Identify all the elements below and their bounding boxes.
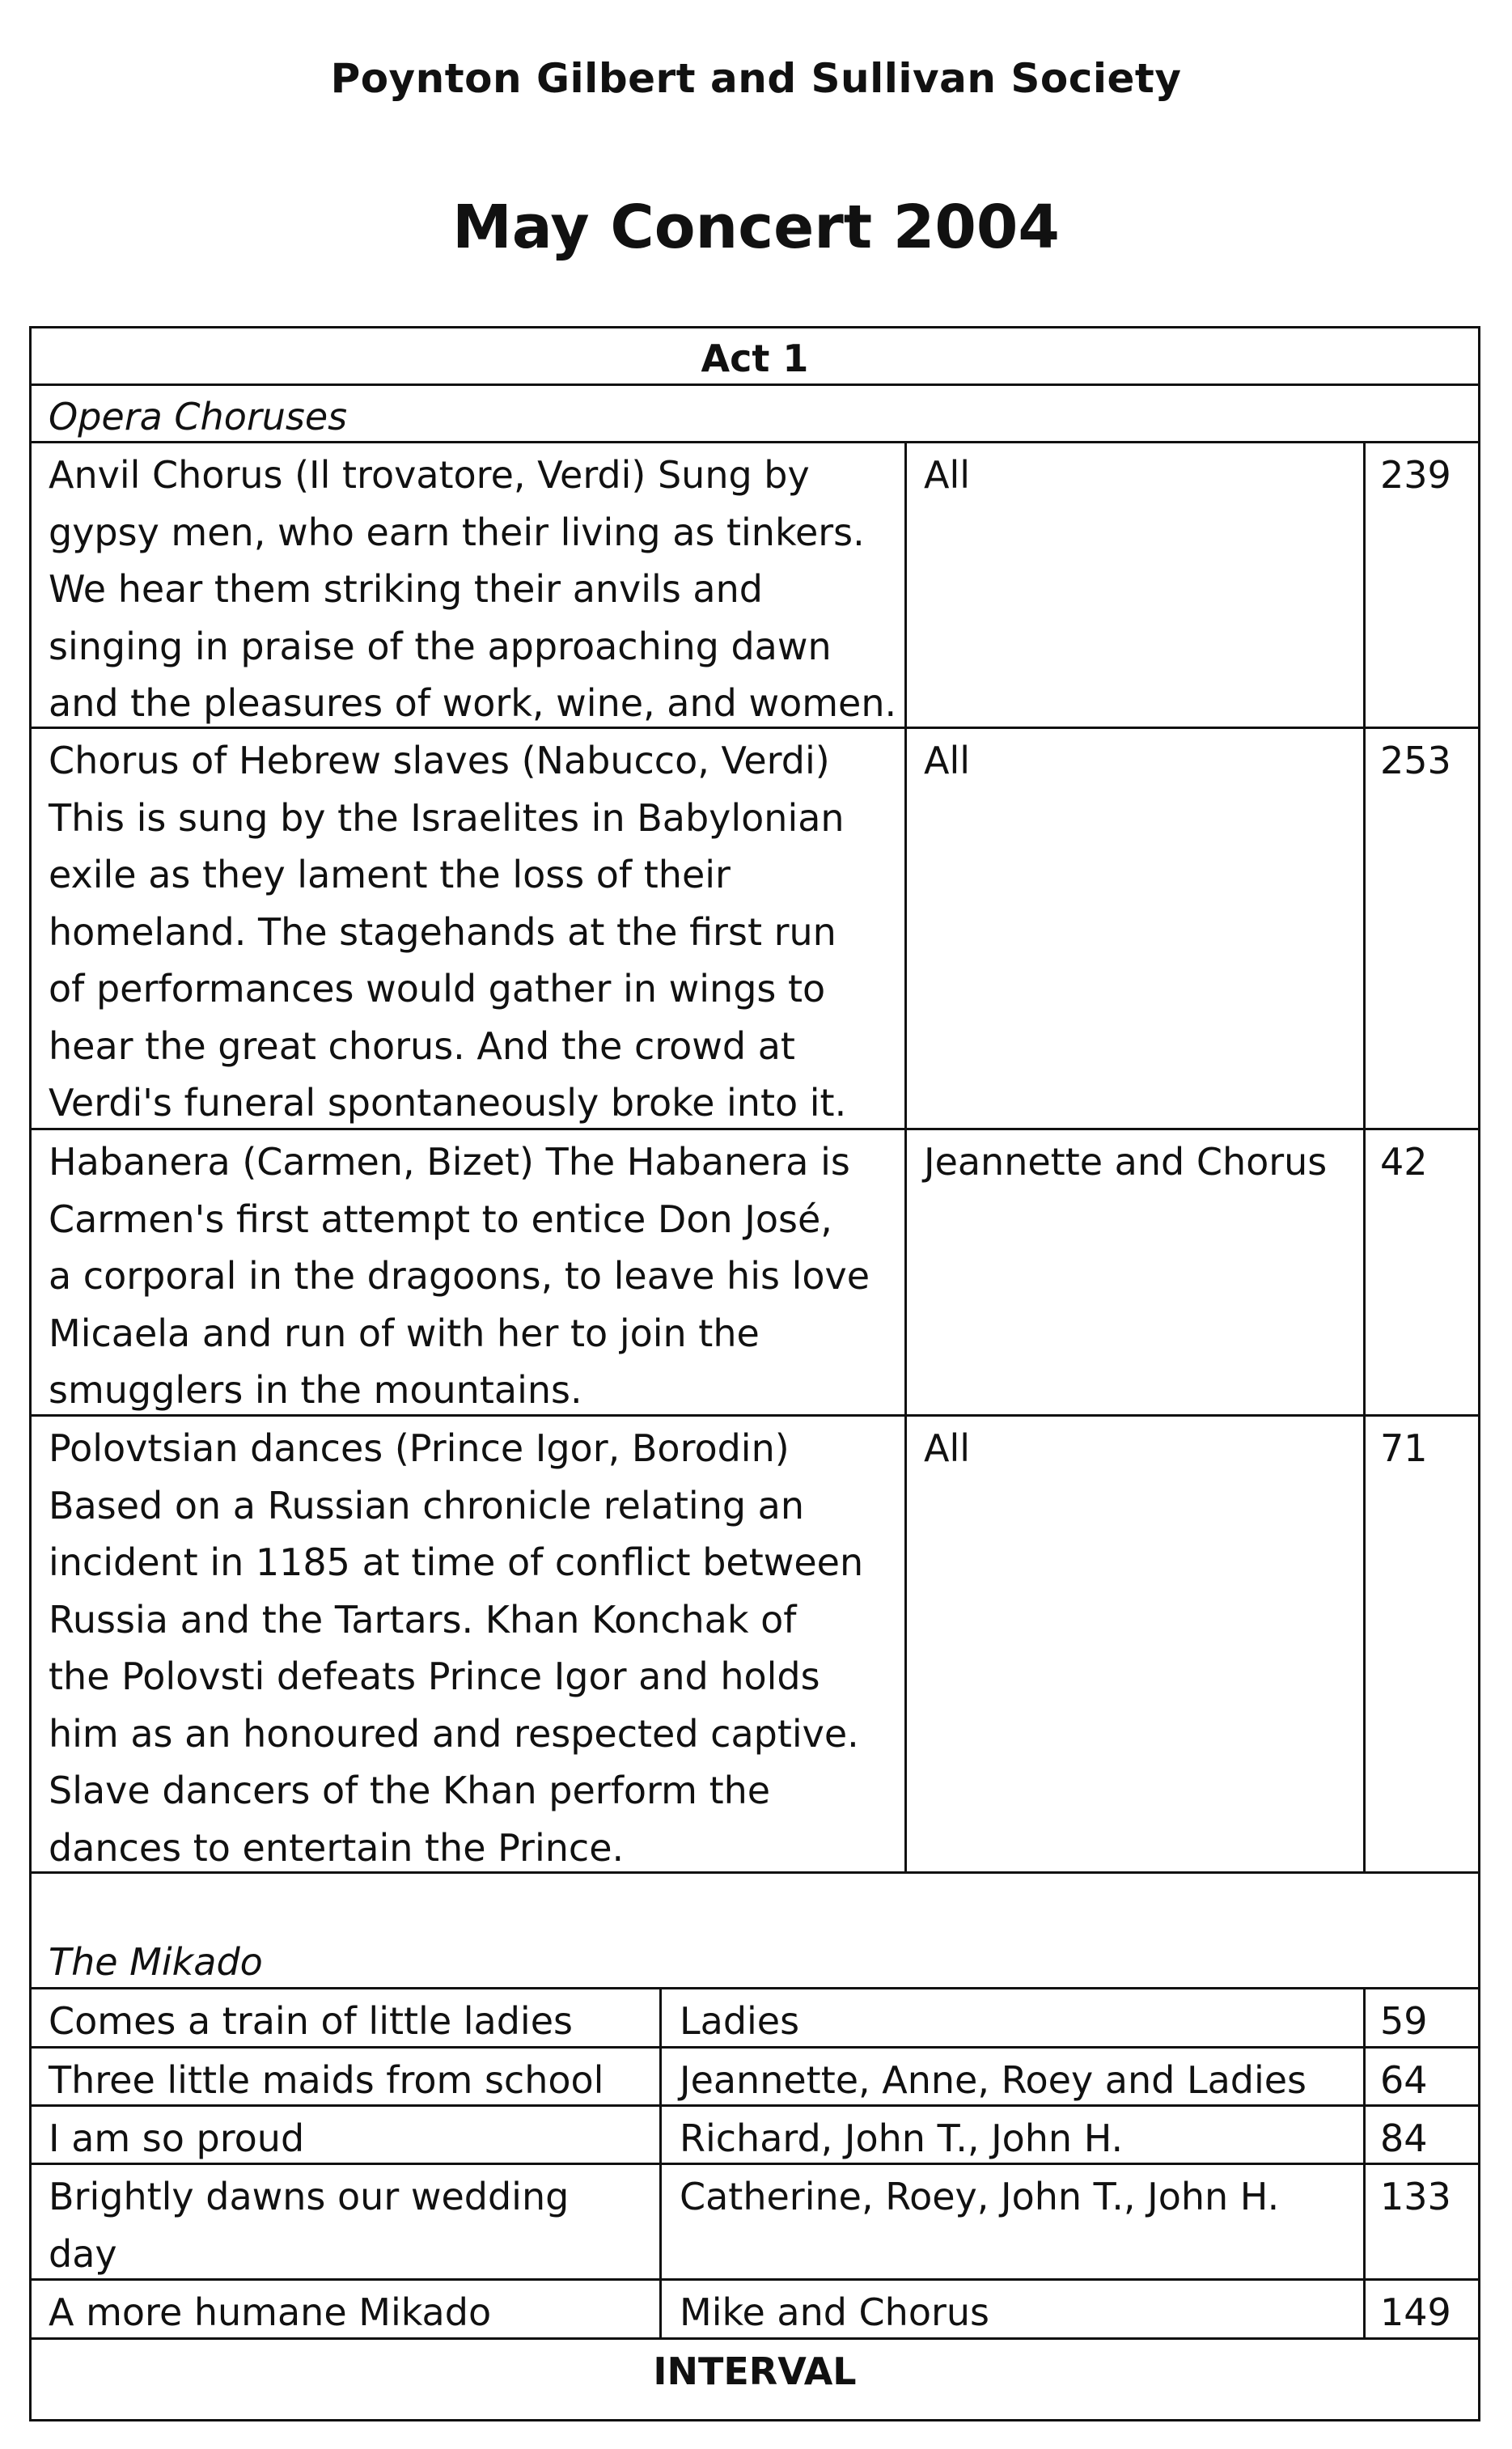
mikado-item-performers: Mike and Chorus	[680, 2290, 990, 2334]
mikado-item-page: 133	[1380, 2175, 1451, 2218]
col-divider-performers	[904, 441, 907, 1871]
opera-item-description: Polovtsian dances (Prince Igor, Borodin) Based on a Russian chronicle relating an incident in 1185 at time of conflict between Russia and the Tartars. Khan Konchak of the Polovsti defeats Prince Igor and holds him as an honoured and respected captive. Slave dancers of the Khan perform the dances to entertain the Prince.	[49, 1426, 864, 1870]
mikado-item-page: 59	[1380, 1999, 1428, 2043]
rule-opera-2	[29, 1128, 1480, 1130]
mikado-item-title: I am so proud	[49, 2116, 305, 2160]
mikado-item-title: Comes a train of little ladies	[49, 1999, 573, 2043]
act-heading: Act 1	[701, 337, 809, 380]
rule-mikado-2	[29, 2104, 1480, 2107]
opera-item-performers: All	[924, 739, 971, 782]
mikado-item-page: 84	[1380, 2116, 1428, 2160]
opera-item-description: Chorus of Hebrew slaves (Nabucco, Verdi) This is sung by the Israelites in Babylonian exile as they lament the loss of their homeland. The stagehands at the first run of performances would gather in wings to hear the great chorus. And the crowd at Verdi's funeral spontaneously broke into it.	[49, 739, 847, 1125]
section-opera-choruses: Opera Choruses	[49, 395, 348, 439]
concert-title: May Concert 2004	[452, 193, 1060, 262]
col-divider-page	[1363, 441, 1366, 1871]
opera-item-page: 239	[1380, 453, 1451, 497]
mikado-item-page: 64	[1380, 2058, 1428, 2102]
mikado-item-title: Brightly dawns our wedding day	[49, 2175, 570, 2276]
opera-item-description: Anvil Chorus (Il trovatore, Verdi) Sung by gypsy men, who earn their living as tinkers. We hear them striking their anvils and singing in praise of the approaching dawn and the pleasures of work, wine, and women.	[49, 453, 897, 725]
opera-item-description: Habanera (Carmen, Bizet) The Habanera is Carmen's first attempt to entice Don José, a corporal in the dragoons, to leave his love Micaela and run of with her to join the smugglers in the mountains.	[49, 1140, 870, 1412]
opera-item-performers: All	[924, 1426, 971, 1470]
rule-opera-4	[29, 1871, 1480, 1874]
society-name: Poynton Gilbert and Sullivan Society	[330, 55, 1182, 102]
mikado-item-page: 149	[1380, 2290, 1451, 2334]
mikado-item-performers: Catherine, Roey, John T., John H.	[680, 2175, 1280, 2218]
opera-item-page: 253	[1380, 739, 1451, 782]
rule-opera-3	[29, 1414, 1480, 1417]
interval-heading: INTERVAL	[653, 2349, 857, 2393]
opera-item-performers: Jeannette and Chorus	[924, 1140, 1328, 1184]
rule-mikado-1	[29, 2046, 1480, 2049]
mikado-item-performers: Jeannette, Anne, Roey and Ladies	[680, 2058, 1307, 2102]
col-divider-mikado-performers	[659, 1987, 662, 2337]
mikado-item-performers: Ladies	[680, 1999, 800, 2043]
rule-opera-label	[29, 441, 1480, 443]
mikado-item-title: A more humane Mikado	[49, 2290, 492, 2334]
rule-mikado-4	[29, 2278, 1480, 2281]
mikado-item-performers: Richard, John T., John H.	[680, 2116, 1124, 2160]
opera-item-performers: All	[924, 453, 971, 497]
rule-mikado-3	[29, 2163, 1480, 2165]
rule-opera-1	[29, 727, 1480, 729]
col-divider-mikado-page	[1363, 1987, 1366, 2337]
mikado-item-title: Three little maids from school	[49, 2058, 604, 2102]
rule-mikado-5	[29, 2337, 1480, 2340]
section-mikado: The Mikado	[49, 1940, 263, 1984]
rule-act	[29, 383, 1480, 386]
opera-item-page: 71	[1380, 1426, 1428, 1470]
opera-item-page: 42	[1380, 1140, 1428, 1184]
rule-mikado-label	[29, 1987, 1480, 1989]
